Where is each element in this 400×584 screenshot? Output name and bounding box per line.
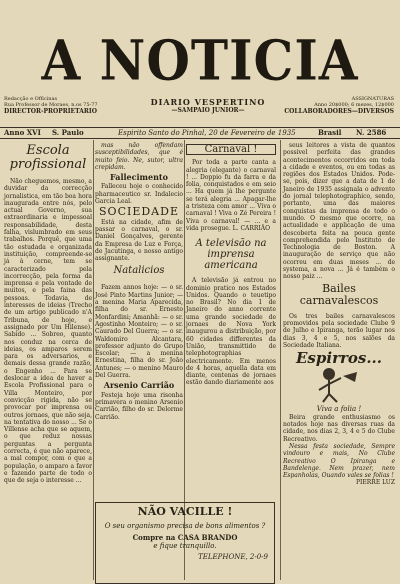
column-3: [186, 142, 276, 387]
masthead-subtitle: DIARIO VESPERTINO: [150, 97, 266, 107]
left-info-line: Redacção e Officinas: [4, 96, 58, 102]
article-heading: Escola profissional: [9, 143, 87, 172]
masthead: [0, 0, 400, 118]
dateline-place-date: Espirito Santo do Pinhal, 20 de Fevereiro de 1935: [118, 129, 296, 137]
ad-phone: TELEPHONE, 2-0-9: [198, 553, 268, 561]
article-text: mas não offendam susceptibilidades, que é muito feio. Ne, sutor, ultra crepidam.: [95, 142, 183, 171]
column-2: [95, 142, 183, 421]
director-label: DIRECTOR-PROPRIETARIO: [4, 108, 97, 115]
collaboradores-label: COLLABORADORES—DIVERSOS: [284, 108, 394, 115]
article-text: A televisão já entrou no dominio pratico nos Estados Unidos. Quando o teuetipo no Brasil? No dia 1 de Janeiro do anno corrente uma grande sociedade de jornaes de Nova York inaugurou a distribuição, por 60 cidades differentes da União, transmittido de telephotographias electricamente. Em menos de 4 horas, aquella data em diante, centenas de jornaes estão dando diariamente aos: [186, 277, 276, 387]
section-heading: Fallecimento: [110, 172, 168, 183]
section-heading: Natalicios: [113, 265, 165, 277]
masthead-center: [118, 98, 298, 115]
carnival-illustration: [299, 364, 379, 404]
article-text: Está na cidade, afim de passar o carnaval, o sr. Daniel Gonçalves, gerente da Empresa de Luz e Força, de Jacutinga, e nosso antigo assignante.: [95, 218, 183, 263]
ad-heading: NÃO VACILLE !: [137, 505, 233, 518]
masthead-center-name: —SAMPAIO JUNIOR—: [171, 107, 245, 114]
section-heading: Bailes carnavalescos: [299, 281, 379, 307]
column-4: [283, 142, 395, 487]
column-rule: [93, 140, 94, 580]
masthead-left-info: [4, 96, 134, 116]
viva-caption: Viva a folia !: [316, 405, 362, 414]
article-text: seus leitores a vista de quantos possivel perfeita das grandes acontecimentos occorridos em toda a cidade e eventos, ou em todas as regiões dos Estados Unidos. Pode-se, pois, dizer que a data de 1 de Janeiro de 1935 assignala o advento do jornal telephotographico, sendo, portanto, uma das maiores conquistas da imprensa de todo o mundo. O mesmo que ocorre, na actualidade e applicação de uma descoberta feita na pouca gente comprehendida pelo Instituto de Technologia de Boston. A inauguração de serviço que não ocorreu em duas meses ... de systema, a nova ... Já é também o nosso paiz ...: [283, 142, 395, 281]
article-text: Falleceu hoje o conhecido pharmaceutico sr. Indalecio Garcia Leal.: [95, 183, 183, 206]
dateline-year: Anno XVI: [4, 128, 41, 137]
article-text: Por toda a parte canta a alegria (elegante) o carnaval ! ... Doppio fu da farra e da folia, conquistados e em seio ... Ha quem já lhe pergunte se terá alegria ... Apagar-lhe a tristeza com amor ... Viva o carnaval ! Viva o Zé Pereira ! Viva o carnaval! — ... e a vida prosegue. L. CARRIÃO: [186, 159, 276, 232]
article-text: Os tres bailes carnavalescos promovidos pela sociedade Clube 9 de Julho e Ipiranga, terão lugar nos dias 3, 4 e 5, nos salões da Sociedade Italiana.: [283, 312, 395, 349]
masthead-right-info: [274, 96, 394, 116]
article-text: Não cheguemos, mesmo, a duvidar da correcção jornalistica, em tão boa hora inaugurada entre nós, pelo actual Governo, sua extraordinaria e impessoal responsabilidade, desta falha, vislumbrado em seus trabalhos. Porquê, que uma tão estudada e organizada instituição, compreende-se já à cerne, tem se caracterizado pela incorrecção, pela forma da imprensa e pela vontade de muitos, e pela faina das pessoas. Todavia, de interesses de ideias (Trecho de um artigo publicado n'A Tribuna, de hoje, e assignado por Um Hilense). Sabido ... Sobreo, quanto nos conduz na cerca de ideias, os amparos serem para os adversarios, e demais dessa grande razão, o Engenho ... Para se deslocar a idea de haver a Escola Profissional para o Villa Monteiro, por convicção rigida, não se provocar por imprensa ou outros jornaes, que não seja, na tentativa do nosso ... Se o Villense acha que se aquem, o que reduz nossas perguntas a pergunta correcta, é que não aparece, a mal compor, com o que a população, o amparo a favor e fazendo parte de todo o que de seja o interesse ...: [4, 178, 92, 485]
article-text: Festeja hoje uma risonha primavera o menino Arsenio Carrião, filho do sr. Delorme Carrião.: [95, 391, 183, 421]
section-heading: Carnaval !: [186, 144, 276, 155]
ad-line: O seu organismo precisa de bons alimentos ?: [104, 522, 266, 530]
article-text: Beira grande enthusiasmo os notados hoje nas diversas ruas da cidade, nos dias 2, 3, 4 e 5 do Clube Recreativo.: [283, 413, 395, 443]
ad-line: e fique tranquillo.: [153, 542, 217, 550]
section-heading: A televisão na imprensa americana: [195, 238, 267, 272]
article-text: Fazem annos hoje: — o sr. José Pinto Martins Junior; — a menina Maria Aparecida, filha do sr. Ernesto Monfardini; Amanhã: — o sr. Agostinho Monteiro; — o sr. Caurado Del Guerra; — o sr. Waldomiro Alcantara, professor adjunto do Grupo Escolar; — a menina Ernestina, filha do sr. João Antunes; — o menino Mauro Del Guerra.: [95, 284, 183, 380]
dateline-country: Brasil: [318, 128, 342, 137]
advertisement-box: [95, 502, 275, 584]
section-heading: Espirros...: [296, 349, 382, 368]
column-rule: [280, 140, 281, 580]
section-heading: Arsenio Carrião: [103, 380, 175, 391]
right-info-line: ASSIGNATURAS: [351, 96, 394, 102]
left-info-line: Rua Professor de Moraes, n.os 75-77: [4, 102, 98, 108]
column-1: [4, 142, 92, 484]
dateline-price: S. Paulo: [52, 128, 84, 137]
poem-text: Nessa festa sociedade, Sempre vindouro e mais, No Clube Recreativo O Ipiranga e Bandelenge. Nem prazer, nem Espanholas, Ouando vales se folias !: [283, 442, 395, 480]
section-heading: SOCIEDADE: [99, 205, 179, 219]
dateline-number: N. 2586: [356, 128, 387, 137]
dateline: [0, 127, 400, 139]
newspaper-title: A NOTICIA: [41, 28, 359, 93]
ad-line: Compre na CASA BRANDO: [132, 533, 238, 542]
right-info-line: Anno 20$000; 6 mezes, 12$000: [314, 102, 394, 108]
signature: PIERRE LUZ: [356, 479, 395, 487]
